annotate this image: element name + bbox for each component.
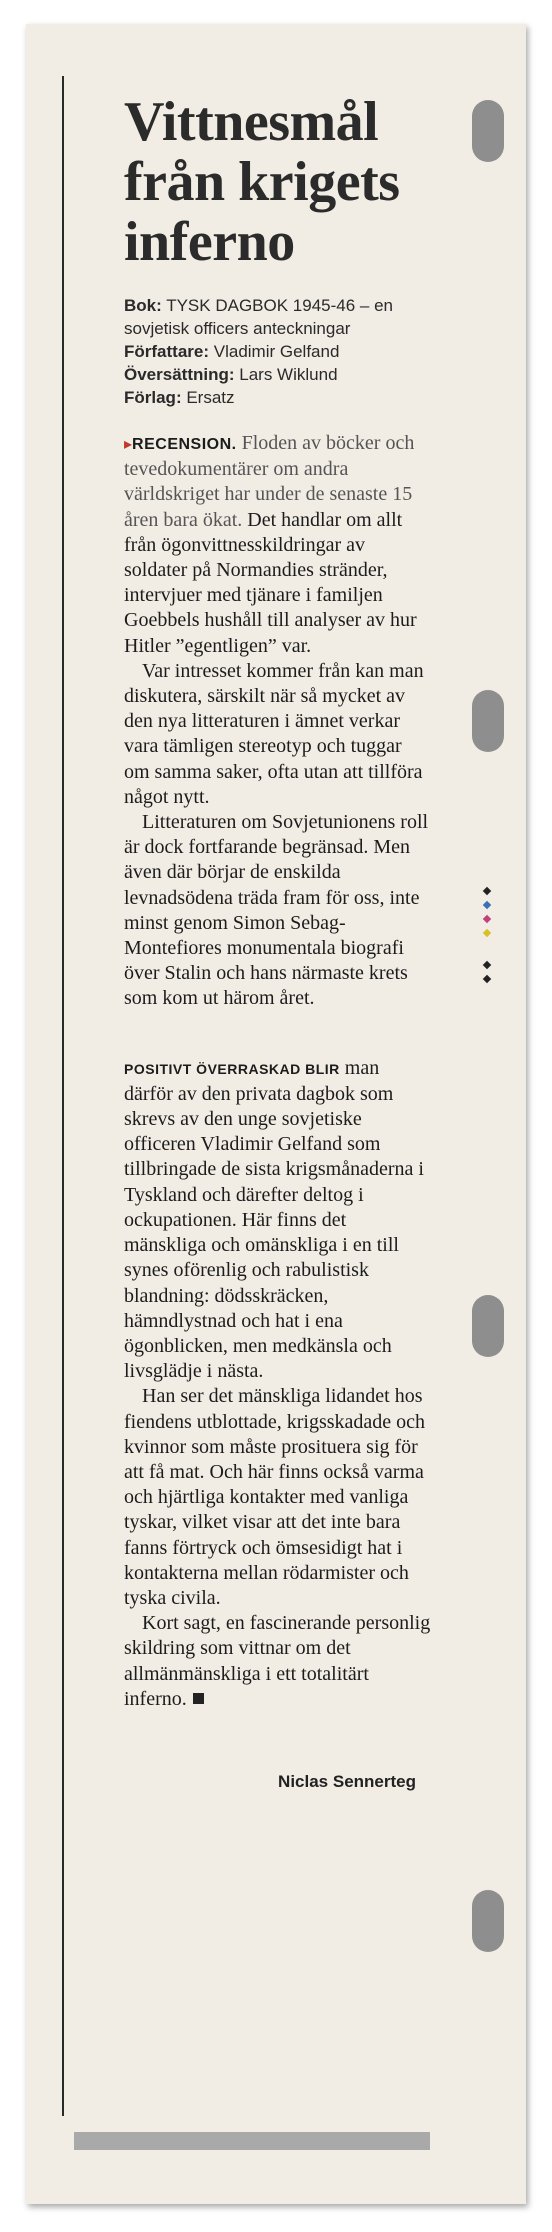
fact-book <box>124 294 432 340</box>
fact-value: Ersatz <box>186 388 235 407</box>
registration-dot-magenta <box>483 915 491 923</box>
registration-dot-yellow <box>483 929 491 937</box>
fact-value: TYSK DAGBOK 1945-46 – en sovjetisk officers anteckningar <box>124 296 393 338</box>
punch-hole-1 <box>472 100 504 162</box>
fact-value: Vladimir Gelfand <box>213 342 340 361</box>
lead-faded-text: Floden av böcker och tevedokumentärer om andra världskriget har under de senaste 15 åren bara ökat. <box>124 432 415 531</box>
closing-paragraph <box>124 1611 432 1712</box>
lead-word: RECENSION. <box>132 436 237 453</box>
punch-hole-2 <box>472 690 504 752</box>
registration-dot-black-2 <box>483 961 491 969</box>
body-paragraph: Litteraturen om Sovjetunionens roll är dock fortfarande begränsad. Men även där börjar de enskilda levnadsödena träda fram för oss, inte minst genom Simon Sebag-Montefiores monumentala biografi över Stalin och hans närmaste krets som kom ut härom året. <box>124 811 429 1010</box>
fact-key: Översättning: <box>124 365 235 384</box>
fact-author <box>124 340 432 363</box>
section-paragraph <box>124 1056 432 1385</box>
fact-translation <box>124 363 432 386</box>
byline: Niclas Sennerteg <box>278 1771 416 1791</box>
punch-hole-4 <box>472 1890 504 1952</box>
book-factbox <box>124 294 432 409</box>
end-mark-icon <box>193 1693 204 1704</box>
fact-key: Författare: <box>124 342 210 361</box>
fact-key: Förlag: <box>124 388 182 407</box>
body-paragraph: Var intresset kommer från kan man diskutera, särskilt när så mycket av den nya litteraturen i ämnet verkar vara tämligen stereotyp och tuggar om samma saker, ofta utan att tillföra något nytt. <box>124 659 424 808</box>
registration-dot-black-3 <box>483 975 491 983</box>
registration-marks <box>484 888 494 990</box>
punch-hole-3 <box>472 1295 504 1357</box>
lead-text: Det handlar om allt från ögonvittnesskildringar av soldater på Normandies stränder, intervjuer med tjänare i familjen Goebbels hushåll till analyser av hur Hitler ”egentligen” var. <box>124 508 417 657</box>
column-rule <box>62 76 64 2116</box>
body-paragraph: Han ser det mänskliga lidandet hos fiendens utblottade, krigsskadade och kvinnor som måste prosituera sig för att få mat. Och här finns också varma och hjärtliga kontakter med vanliga tyskar, vilket visar att det inte bara fanns förtryck och ömsesidigt hat i kontakterna mellan rödarmister och tyska civila. <box>124 1385 426 1609</box>
lead-marker-icon: ▸ <box>124 436 133 453</box>
article-body <box>124 431 432 1712</box>
bottom-bar <box>74 2132 430 2150</box>
closing-text: Kort sagt, en fascinerande personlig skildring som vittnar om det allmänmänskliga i ett totalitärt inferno. <box>124 1612 431 1710</box>
lead-paragraph <box>124 431 432 659</box>
fact-value: Lars Wiklund <box>239 365 338 384</box>
section-kicker: POSITIVT ÖVERRASKAD BLIR <box>124 1060 340 1077</box>
registration-dot-cyan <box>483 901 491 909</box>
headline: Vittnesmål från krigets inferno <box>124 91 400 273</box>
registration-dot-black <box>483 887 491 895</box>
article <box>124 92 432 1792</box>
fact-key: Bok: <box>124 296 162 315</box>
fact-publisher <box>124 386 432 409</box>
section-text: man därför av den privata dagbok som skrevs av den unge sovjetiske officeren Vladimir Gelfand som tillbringade de sista krigsmånaderna i Tyskland och därefter deltog i ockupationen. Här finns det mänskliga och omänskliga i en till synes oförenlig och rabulistisk blandning: dödsskräcken, hämndlystnad och hat i ena ögonblicken, men medkänsla och livsglädje i nästa. <box>124 1056 424 1383</box>
